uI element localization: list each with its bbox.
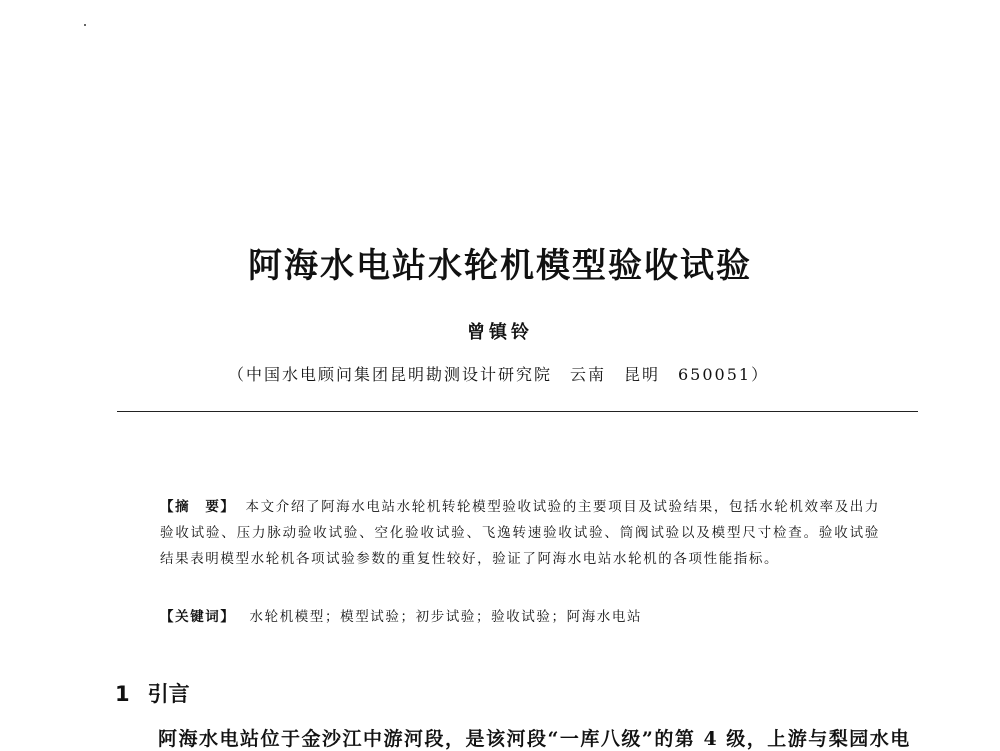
abstract-text: 本文介绍了阿海水电站水轮机转轮模型验收试验的主要项目及试验结果，包括水轮机效率及出力验收试验、压力脉动验收试验、空化验收试验、飞逸转速验收试验、筒阀试验以及模型尺寸检查。验收试验结果表明模型水轮机各项试验参数的重复性较好，验证了阿海水电站水轮机的各项性能指标。 xyxy=(160,499,881,567)
author-name: 曾镇铃 xyxy=(467,322,533,343)
abstract-block xyxy=(160,494,880,572)
author-affiliation: （中国水电顾问集团昆明勘测设计研究院 云南 昆明 650051） xyxy=(228,365,770,384)
body-paragraph-first-line: 阿海水电站位于金沙江中游河段，是该河段“一库八级”的第 4 级，上游与梨园水电 xyxy=(158,728,911,750)
keywords-label: 【关键词】 xyxy=(160,609,236,625)
abstract-label: 【摘 要】 xyxy=(160,499,236,515)
scan-speck xyxy=(84,24,86,26)
section-heading xyxy=(115,678,190,708)
section-number: 1 xyxy=(115,682,130,706)
header-divider xyxy=(117,411,918,412)
paper-title: 阿海水电站水轮机模型验收试验 xyxy=(248,246,752,286)
section-title: 引言 xyxy=(147,682,190,706)
keywords-text: 水轮机模型；模型试验；初步试验；验收试验；阿海水电站 xyxy=(249,609,643,625)
keywords-block xyxy=(160,604,880,630)
